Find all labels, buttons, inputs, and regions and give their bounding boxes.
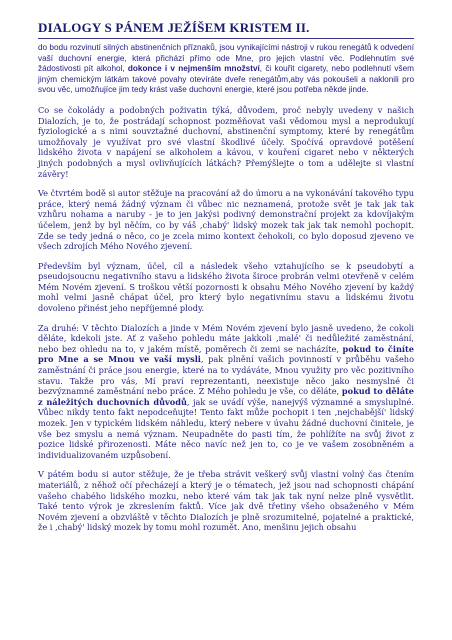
paragraph bbox=[38, 43, 414, 96]
paragraph bbox=[38, 469, 414, 533]
emphasis-text: pokud to děláte z náležitých duchovních důvodů bbox=[38, 386, 414, 407]
emphasis-text: dokonce i v nejmenším množství bbox=[127, 64, 260, 74]
paragraph-text: do bodu rozvinutí silných abstinenčních příznaků, jsou vynikajícími nástroji v rukou renegátů k odvedení vaší duchovní energie, která přichází přímo ode Mne, pro jejich vlastní věc. Podlehnutím své žádostivosti pít alkohol, bbox=[38, 43, 414, 74]
paragraph bbox=[38, 105, 414, 179]
paragraph-text: Co se čokolády a podobných poživatin týká, důvodem, proč nebyly uvedeny v našich Dialozích, je to, že postrádají schopnost pozměňovat vaši vědomou mysl a neprodukují fyziologické a s nimi souvztažné duchovní, abstinenční symptomy, které by renegátům umožňovaly je využívat pro své vlastní škodlivé účely. Spočívá opravdové potěšení lidského života v napájení se alkoholem a kávou, v kouření cigaret nebo v některých jiných podobných a mysl ovlivňujících látkách? Přemýšlejte o tom a udělejte si vlastní závěry! bbox=[38, 104, 414, 179]
paragraph-text: Ve čtvrtém bodě si autor stěžuje na pracování až do úmoru a na vykonávání takového typu práce, který nemá žádný význam či vůbec nic neznamená, protože svět je tak jak tak vzhůru nohama a naruby - je to jen jakýsi podivný demonstrační projekt za kdovíjakým účelem, jenž by byl něčím, co by váš ‚chabý' lidský mozek tak jak tak nemohl pochopit. Zde se tedy jedná o něco, co je zcela mimo kontext čehokoli, co bylo doposud zjeveno ve všech zdrojích Mého Nového zjevení. bbox=[38, 188, 414, 252]
header-divider bbox=[38, 38, 414, 39]
paragraph bbox=[38, 323, 414, 461]
paragraph bbox=[38, 261, 414, 314]
document-body bbox=[38, 43, 414, 533]
paragraph bbox=[38, 188, 414, 252]
paragraph-text: Za druhé: V těchto Dialozích a jinde v Mém Novém zjevení bylo jasně uvedeno, že cokoli děláte, kdekoli jste. Ať z vašeho pohledu máte jakkoli ‚malé' či nedůležité zaměstnání, nebo bez ohledu na to, v jakém místě, poměrech či zemi se nacházíte, bbox=[38, 322, 414, 354]
paragraph-text: , jak se uvádí výše, nanejvýš významné a smysluplné. Vůbec nikdy tento fakt nepodceňujte! Tento fakt může pochopit i ten ‚nejchabější' lidský mozek. Jen v typickém lidském náhledu, který nebere v úvahu žádné duchovní činitele, je vše bez smyslu a nemá význam. Neupadněte do pasti tím, že pohlížíte na svůj život z pozice lidské přirozenosti. Máte něco navíc než jen to, co je ve vašem zosobněném a individualizovaném uzpůsobení. bbox=[38, 396, 414, 460]
paragraph-text: , pak plnění vašich povinností v průběhu vašeho zaměstnání či práce jsou energie, které na to vydáváte, Mnou využity pro věc pozitivního stavu. Takže pro vás, Mí praví reprezentanti, neexistuje něco jako nesmyslné či bezvýznamné zaměstnání nebo práce. Z Mého pohledu je vše, co děláte, bbox=[38, 354, 415, 397]
paragraph-text: , či kouřit cigarety, nebo podlehnutí všem jiným chemickým látkám takové povahy otevíráte dveře renegátům,aby vás pokoušeli a naklonili pro svou věc, umožňujíce jim tedy krást vaše duchovní energie, které jsou potřeba někde jinde. bbox=[38, 64, 414, 95]
running-header: DIALOGY S PÁNEM JEŽÍŠEM KRISTEM II. bbox=[38, 20, 310, 35]
emphasis-text: pokud to činíte pro Mne a se Mnou ve vaší mysli bbox=[38, 343, 414, 365]
paragraph-text: Především byl význam, účel, cíl a následek všeho vztahujícího se k pseudobytí a pseudojsoucnu negativního stavu a lidského života široce probrán velmi otevřeně v celém Mém Novém zjevení. S troškou větší pozornosti k obsahu Mého Nového zjevení by každý mohl velmi jasně chápat účel, pro který bylo negativnímu stavu a lidskému životu dovoleno přinést jeho nepříjemné plody. bbox=[38, 260, 414, 314]
paragraph-text: V pátém bodu si autor stěžuje, že je třeba strávit veškerý svůj vlastní volný čas čtením materiálů, z něhož očí přecházejí a který je o tématech, jež jsou nad schopnosti chápání vašeho chabého lidského mozku, nebo které vám tak jak tak nyní nelze plně vysvětlit. Také tento výrok je zkreslením faktů. Více jak dvě třetiny všeho obsaženého v Mém Novém zjevení a obzvláště v těchto Dialozích je plně srozumitelné, pojatelné a praktické, že i ‚chabý' lidský mozek by tomu mohl rozumět. Ano, menšinu jejich obsahu bbox=[38, 469, 414, 533]
